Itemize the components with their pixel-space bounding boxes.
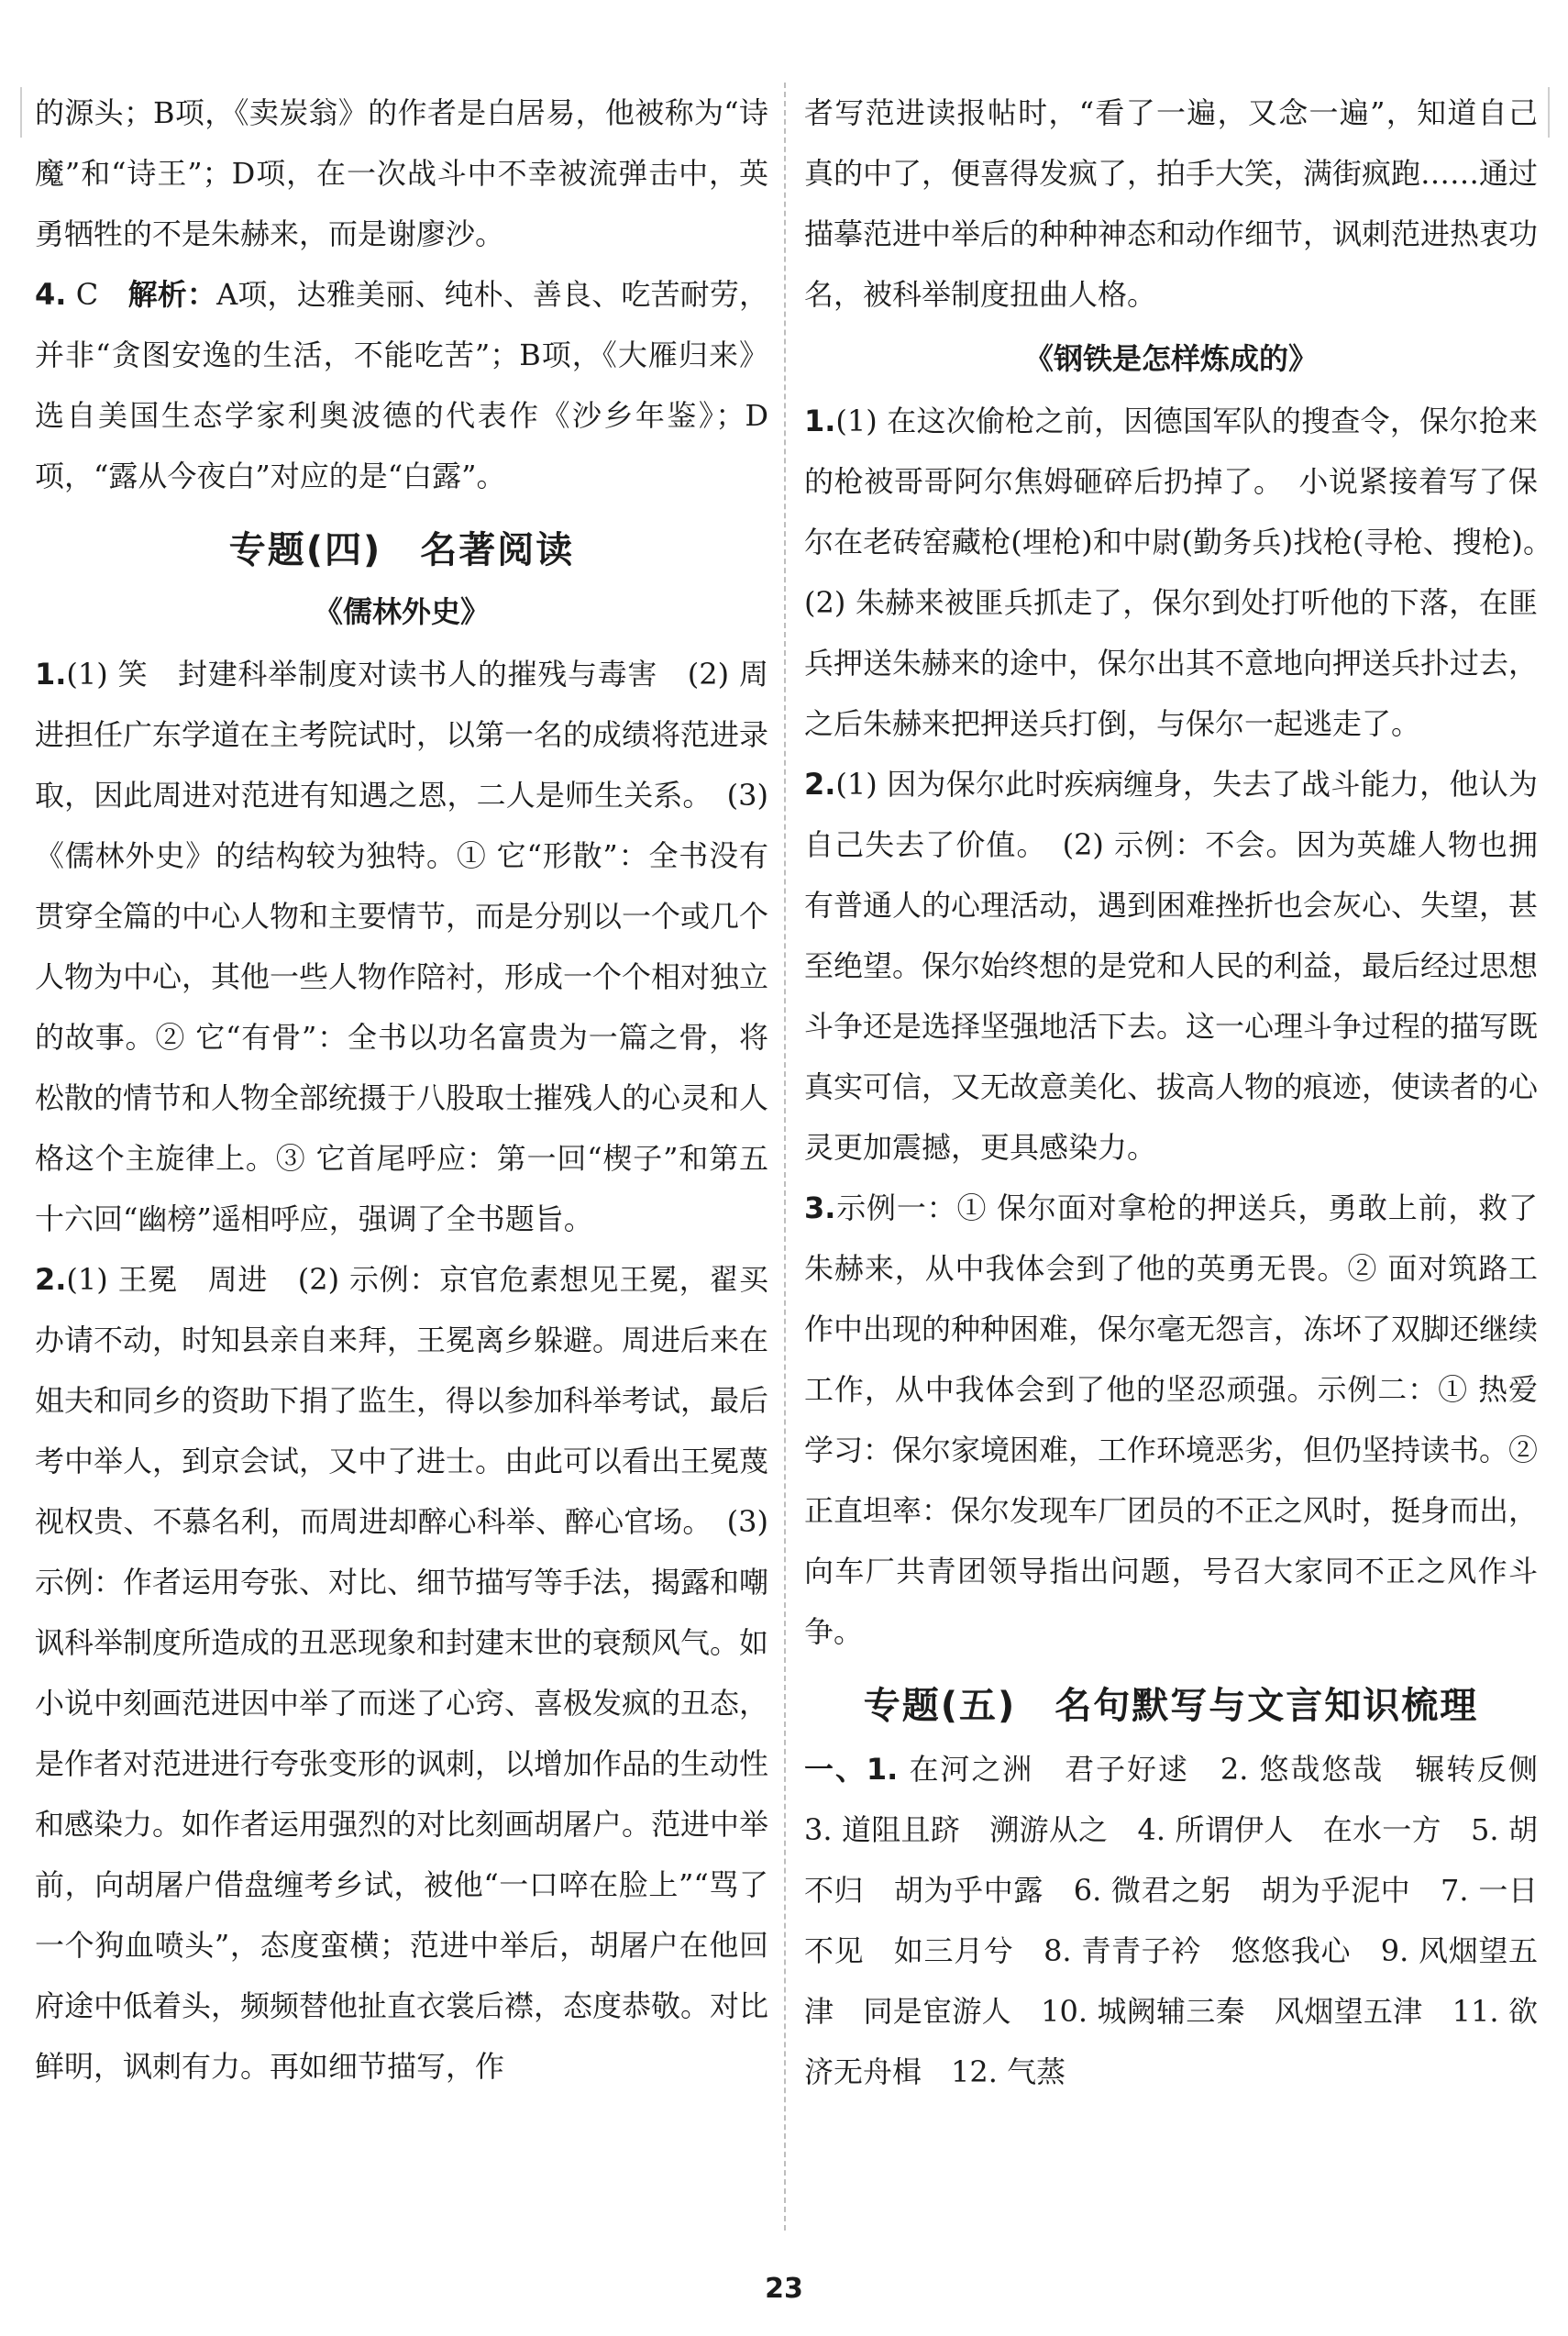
- paragraph-continuation: 的源头；B项，《卖炭翁》的作者是白居易，他被称为“诗魔”和“诗王”；D项，在一次战斗中不幸被流弹击中，英勇牺牲的不是朱赫来，而是谢廖沙。: [35, 95, 768, 251]
- question-number: 一、1.: [804, 1752, 899, 1787]
- question-number: 1.: [35, 657, 67, 692]
- question-number: 4.: [35, 277, 67, 312]
- question-number: 2.: [35, 1262, 67, 1297]
- analysis-label: 解析：: [127, 277, 217, 312]
- answer-steel-3: [804, 1178, 1538, 1662]
- answer-text: 示例一：① 保尔面对拿枪的押送兵，勇敢上前，救了朱赫来，从中我体会到了他的英勇无畏。② 面对筑路工作中出现的种种困难，保尔毫无怨言，冻坏了双脚还继续工作，从中我体会到了他的坚忍顽强。示例二：① 热爱学习：保尔家境困难，工作环境恶劣，但仍坚持读书。② 正直坦率：保尔发现车厂团员的不正之风时，挺身而出，向车厂共青团领导指出问题，号召大家同不正之风作斗争。: [804, 1190, 1539, 1649]
- question-number: 2.: [804, 767, 836, 802]
- answer-steel-1: [804, 391, 1568, 754]
- right-column: [804, 83, 1568, 2231]
- answer-rulin-1: [35, 644, 768, 1249]
- question-number: 1.: [804, 404, 836, 438]
- left-margin-mark: [20, 87, 22, 138]
- analysis-text: A项，达雅美丽、纯朴、善良、吃苦耐劳，并非“贪图安逸的生活，不能吃苦”；B项，《大雁归来》选自美国生态学家利奥波德的代表作《沙乡年鉴》；D项，“露从今夜白”对应的是“白露”。: [35, 277, 768, 493]
- topic-4-heading: 专题(四) 名著阅读: [228, 529, 575, 571]
- answer-text: (1) 在这次偷枪之前，因德国军队的搜查令，保尔抢来的枪被哥哥阿尔焦姆砸碎后扔掉了。 小说紧接着写了保尔在老砖窑藏枪(埋枪)和中尉(勤务兵)找枪(寻枪、搜枪)。 (2) 朱赫来被匪兵抓走了，保尔到处打听他的下落，在匪兵押送朱赫来的途中，保尔出其不意地向押送兵扑过去，之后朱赫来把押送兵打倒，与保尔一起逃走了。: [804, 404, 1568, 741]
- book-title-steel: 《钢铁是怎样炼成的》: [1023, 341, 1318, 376]
- right-margin-mark: [1548, 87, 1550, 138]
- question-number: 3.: [804, 1190, 836, 1225]
- paragraph-continuation: 者写范进读报帖时，“看了一遍，又念一遍”，知道自己真的中了，便喜得发疯了，拍手大笑，满街疯跑……通过描摹范进中举后的种种神态和动作细节，讽刺范进热衷功名，被科举制度扭曲人格。: [804, 95, 1539, 312]
- answer-text: (1) 笑 封建科举制度对读书人的摧残与毒害 (2) 周进担任广东学道在主考院试时，以第一名的成绩将范进录取，因此周进对范进有知遇之恩，二人是师生关系。 (3)《儒林外史》的结构较为独特。① 它“形散”：全书没有贯穿全篇的中心人物和主要情节，而是分别以一个或几个人物为中心，其他一些人物作陪衬，形成一个个相对独立的故事。② 它“有骨”：全书以功名富贵为一篇之骨，将松散的情节和人物全部统摄于八股取士摧残人的心灵和人格这个主旋律上。③ 它首尾呼应：第一回“楔子”和第五十六回“幽榜”遥相呼应，强调了全书题旨。: [35, 657, 769, 1236]
- topic-5-heading: 专题(五) 名句默写与文言知识梳理: [863, 1685, 1479, 1727]
- answer-4: [35, 264, 768, 506]
- answer-choice: C: [75, 277, 99, 312]
- column-divider: [784, 83, 786, 2231]
- answer-text: 在河之洲 君子好逑 2. 悠哉悠哉 辗转反侧 3. 道阻且跻 溯游从之 4. 所谓伊人 在水一方 5. 胡不归 胡为乎中露 6. 微君之躬 胡为乎泥中 7. 一日不见 如三月兮 8. 青青子衿 悠悠我心 9. 风烟望五津 同是宦游人 10. 城阙辅三秦 风烟望五津 11. 欲济无舟楫 12. 气蒸: [804, 1752, 1568, 2089]
- answer-recitation: [804, 1739, 1568, 2102]
- page-number: 23: [765, 2273, 803, 2305]
- answer-text: (1) 因为保尔此时疾病缠身，失去了战斗能力，他认为自己失去了价值。 (2) 示例：不会。因为英雄人物也拥有普通人的心理活动，遇到困难挫折也会灰心、失望，甚至绝望。保尔始终想的是党和人民的利益，最后经过思想斗争还是选择坚强地活下去。这一心理斗争过程的描写既真实可信，又无故意美化、拔高人物的痕迹，使读者的心灵更加震撼，更具感染力。: [804, 767, 1539, 1165]
- left-column: [35, 83, 768, 2231]
- book-title-rulin: 《儒林外史》: [313, 594, 490, 629]
- answer-rulin-2: [35, 1249, 768, 2097]
- answer-steel-2: [804, 754, 1538, 1178]
- answer-text: (1) 王冕 周进 (2) 示例：京官危素想见王冕，翟买办请不动，时知县亲自来拜，王冕离乡躲避。周进后来在姐夫和同乡的资助下捐了监生，得以参加科举考试，最后考中举人，到京会试，又中了进士。由此可以看出王冕蔑视权贵、不慕名利，而周进却醉心科举、醉心官场。 (3) 示例：作者运用夸张、对比、细节描写等手法，揭露和嘲讽科举制度所造成的丑恶现象和封建末世的衰颓风气。如小说中刻画范进因中举了而迷了心窍、喜极发疯的丑态，是作者对范进进行夸张变形的讽刺，以增加作品的生动性和感染力。如作者运用强烈的对比刻画胡屠户。范进中举前，向胡屠户借盘缠考乡试，被他“一口啐在脸上”“骂了一个狗血喷头”，态度蛮横；范进中举后，胡屠户在他回府途中低着头，频频替他扯直衣裳后襟，态度恭敬。对比鲜明，讽刺有力。再如细节描写，作: [35, 1262, 769, 2084]
